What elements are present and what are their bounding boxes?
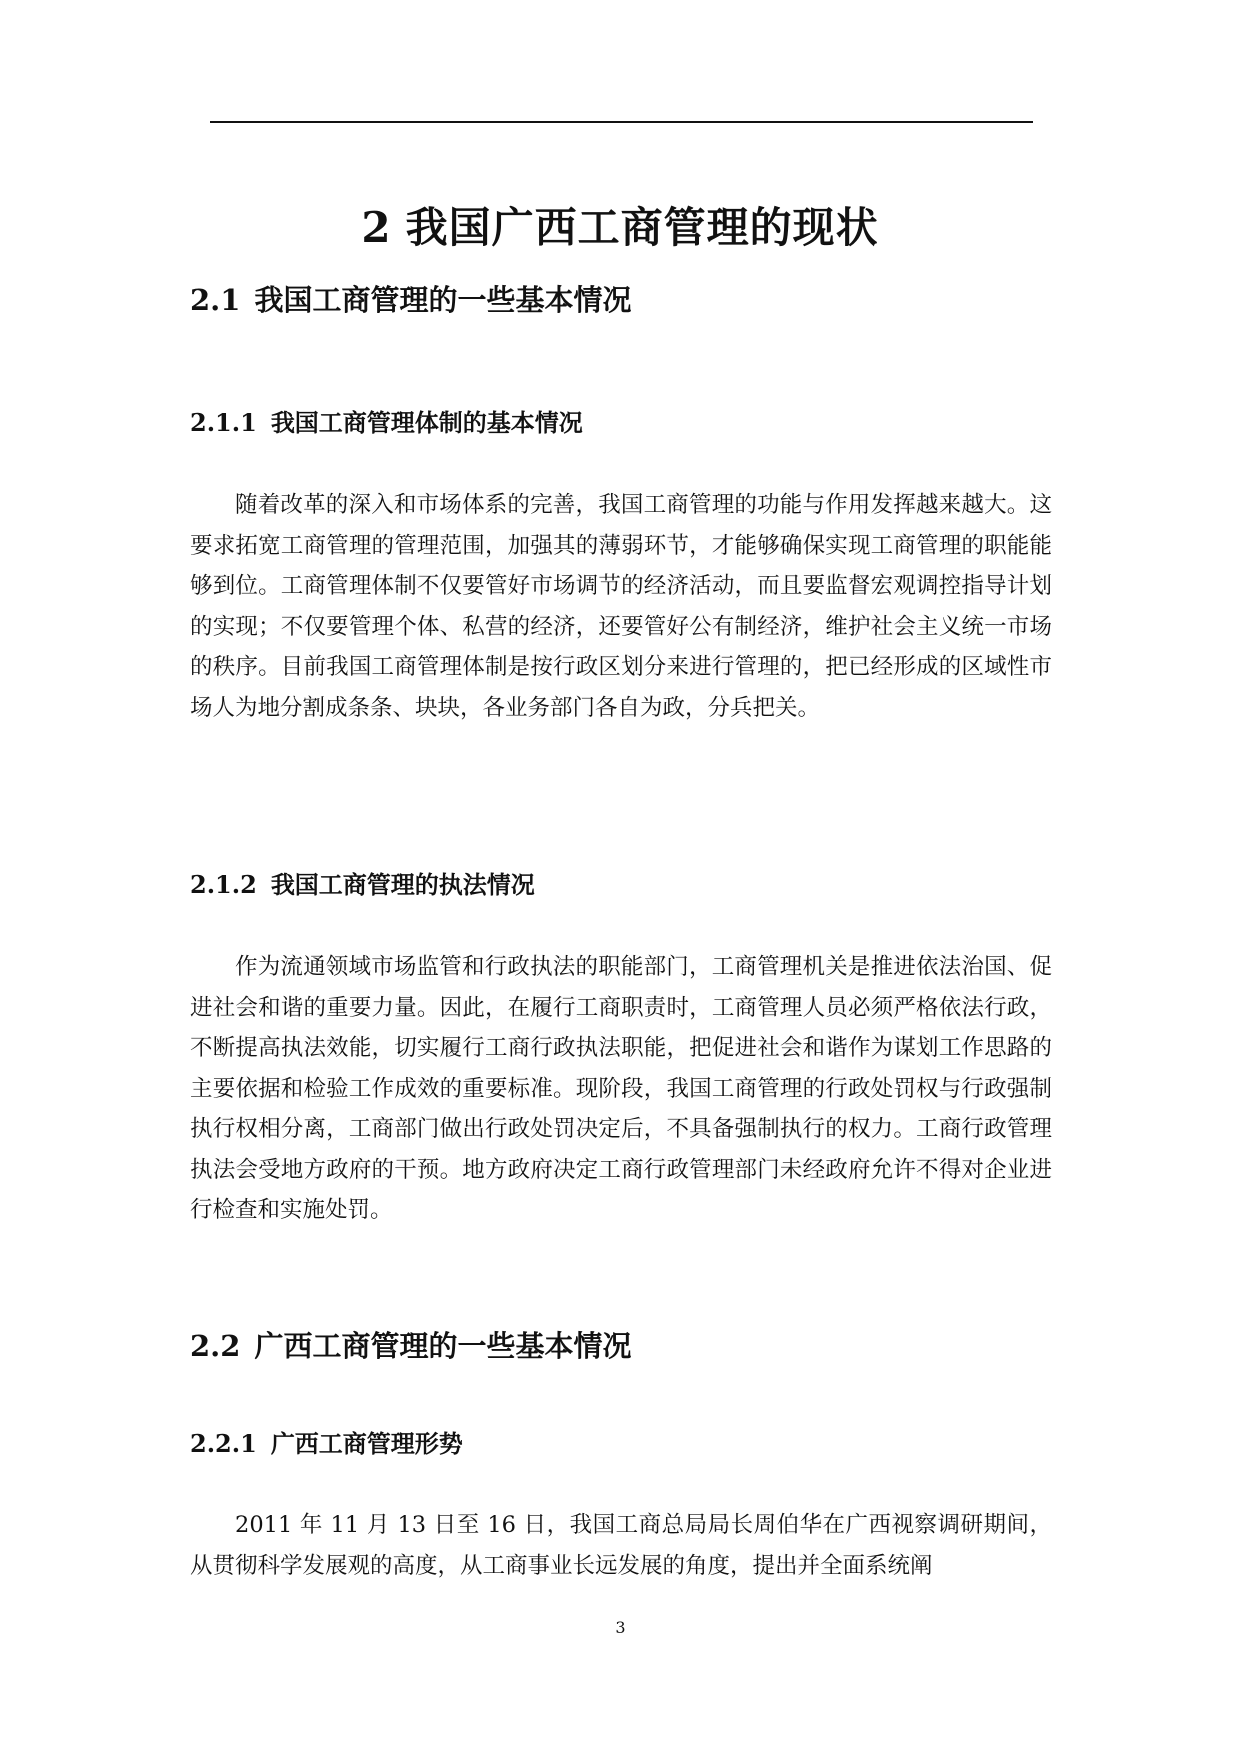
paragraph-2-2-1: 2011 年 11 月 13 日至 16 日，我国工商总局局长周伯华在广西视察调研期间，从贯彻科学发展观的高度，从工商事业长远发展的角度，提出并全面系统阐 bbox=[190, 1512, 1052, 1579]
section-number: 2.2 bbox=[190, 1329, 241, 1363]
paragraph-2-1-1: 随着改革的深入和市场体系的完善，我国工商管理的功能与作用发挥越来越大。这要求拓宽工商管理的管理范围，加强其的薄弱环节，才能够确保实现工商管理的职能能够到位。工商管理体制不仅要管好市场调节的经济活动，而且要监督宏观调控指导计划的实现；不仅要管理个体、私营的经济，还要管好公有制经济，维护社会主义统一市场的秩序。目前我国工商管理体制是按行政区划分来进行管理的，把已经形成的区域性市场人为地分割成条条、块块，各业务部门各自为政，分兵把关。 bbox=[190, 492, 1052, 721]
section-number: 2.1 bbox=[190, 283, 241, 317]
chapter-title-text: 我国广西工商管理的现状 bbox=[405, 203, 879, 252]
chapter-number: 2 bbox=[361, 203, 392, 252]
section-heading-2-2 bbox=[190, 1326, 631, 1366]
subsection-title: 我国工商管理体制的基本情况 bbox=[270, 408, 583, 437]
paragraph-2-1-2: 作为流通领域市场监管和行政执法的职能部门，工商管理机关是推进依法治国、促进社会和谐的重要力量。因此，在履行工商职责时，工商管理人员必须严格依法行政，不断提高执法效能，切实履行工商行政执法职能，把促进社会和谐作为谋划工作思路的主要依据和检验工作成效的重要标准。现阶段，我国工商管理的行政处罚权与行政强制执行权相分离，工商部门做出行政处罚决定后，不具备强制执行的权力。工商行政管理执法会受地方政府的干预。地方政府决定工商行政管理部门未经政府允许不得对企业进行检查和实施处罚。 bbox=[190, 954, 1052, 1223]
subsection-title: 广西工商管理形势 bbox=[270, 1429, 463, 1458]
header-rule bbox=[210, 121, 1033, 123]
section-title: 广西工商管理的一些基本情况 bbox=[254, 1329, 632, 1363]
subsection-heading-2-1-1 bbox=[190, 406, 583, 440]
subsection-number: 2.1.1 bbox=[190, 408, 257, 437]
section-heading-2-1 bbox=[190, 280, 631, 320]
page-number: 3 bbox=[615, 1618, 626, 1637]
subsection-heading-2-2-1 bbox=[190, 1427, 463, 1461]
subsection-heading-2-1-2 bbox=[190, 868, 535, 902]
subsection-number: 2.1.2 bbox=[190, 870, 257, 899]
chapter-title bbox=[190, 198, 1050, 258]
subsection-number: 2.2.1 bbox=[190, 1429, 257, 1458]
section-title: 我国工商管理的一些基本情况 bbox=[254, 283, 632, 317]
subsection-title: 我国工商管理的执法情况 bbox=[270, 870, 535, 899]
